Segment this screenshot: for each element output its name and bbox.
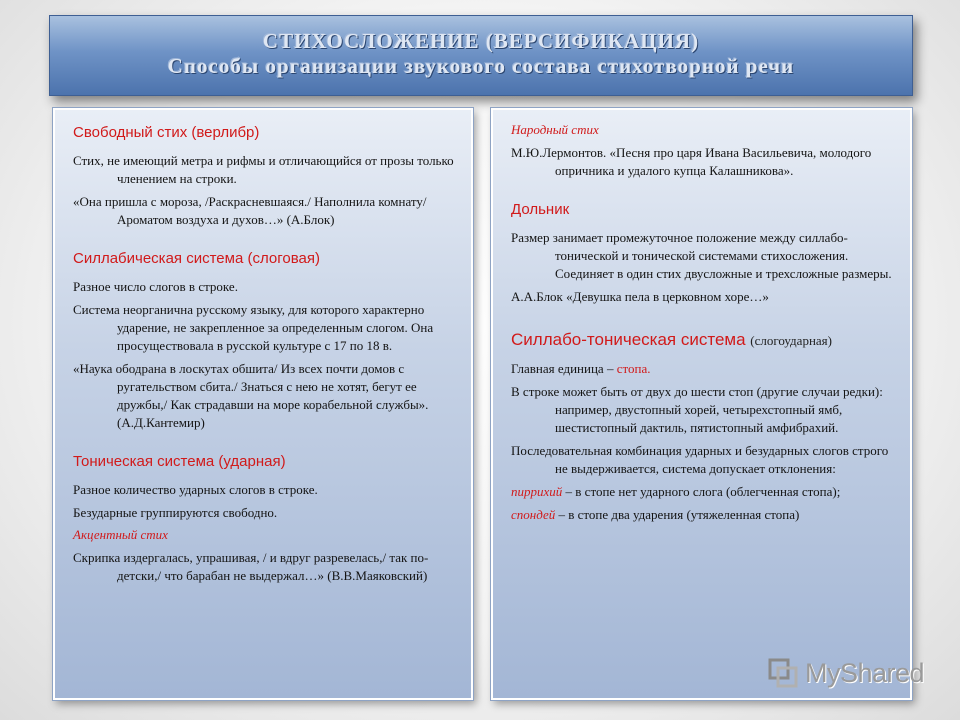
left-panel [53, 108, 473, 700]
text-blok-quote: «Она пришла с мороза, /Раскрасневшаяся./ Наполнила комнату/ Ароматом воздуха и духов…» (А.Блок) [73, 194, 427, 227]
text-mayakovsky-quote: Скрипка издергалась, упрашивая, / и вдруг разревелась,/ так по-детски,/ что барабан не выдержал…» (В.В.Маяковский) [73, 550, 429, 583]
myshared-watermark[interactable] [767, 655, 927, 691]
text-free-verse-def: Стих, не имеющий метра и рифмы и отличающийся от прозы только членением на строки. [73, 153, 454, 186]
text-kantemir-quote: «Наука ободрана в лоскутах обшита/ Из всех почти домов с ругательством сбита./ Знаться с нею не хотят, бегут ее дружбы,/ Как страдавши на море корабельной службы». (А.Д.Кантемир) [73, 361, 429, 430]
text-pyrrhic-def: – в стопе нет ударного слога (облегченная стопа); [562, 484, 841, 499]
text-main-unit-a: Главная единица – [511, 361, 617, 376]
text-blok-example: А.А.Блок «Девушка пела в церковном хоре…» [511, 289, 769, 304]
text-syllabic-1: Разное число слогов в строке. [73, 279, 238, 294]
watermark-text: MyShared [805, 657, 925, 688]
heading-dolnik: Дольник [511, 201, 570, 218]
slide-title-banner [49, 15, 913, 96]
heading-syllabo-tonic [511, 331, 898, 350]
heading-syllabo-tonic-title: Силлабо-тоническая система [511, 330, 746, 349]
heading-syllabo-tonic-sub: (слогоударная) [750, 333, 832, 348]
text-dolnik-def: Размер занимает промежуточное положение между силлабо-тонической и тонической системами стихосложения. Соединяет в один стих двусложные и трехсложные размеры. [511, 230, 892, 281]
term-pyrrhic: пиррихий [511, 484, 563, 499]
term-spondee: спондей [511, 507, 556, 522]
slide-subtitle: Способы организации звукового состава стихотворной речи [167, 54, 795, 78]
heading-free-verse: Свободный стих (верлибр) [73, 124, 260, 141]
text-feet-count: В строке может быть от двух до шести стоп (другие случаи редки): например, двустопный хорей, четырехстопный ямб, шестистопный дактиль, пятистопный амфибрахий. [511, 384, 883, 435]
slide-title: СТИХОСЛОЖЕНИЕ (ВЕРСИФИКАЦИЯ) [262, 29, 700, 53]
heading-accent-verse: Акцентный стих [73, 527, 168, 542]
text-tonic-1: Разное количество ударных слогов в строке. [73, 482, 318, 497]
text-spondee [511, 506, 898, 524]
text-tonic-2: Безударные группируются свободно. [73, 505, 278, 520]
text-main-unit [511, 360, 898, 378]
heading-syllabic: Силлабическая система (слоговая) [73, 250, 320, 267]
text-syllabic-2: Система неорганична русскому языку, для которого характерно ударение, не закрепленное за определенным слогом. Она просуществовала в русской культуре с 17 по 18 в. [73, 302, 434, 353]
text-main-unit-term: стопа. [616, 361, 651, 376]
text-deviations: Последовательная комбинация ударных и безударных слогов строго не выдерживается, система допускает отклонения: [511, 443, 889, 476]
heading-folk-verse: Народный стих [511, 122, 599, 137]
heading-tonic: Тоническая система (ударная) [73, 453, 286, 470]
text-lermontov-example: М.Ю.Лермонтов. «Песня про царя Ивана Васильевича, молодого опричника и удалого купца Калашникова». [511, 145, 872, 178]
right-panel [491, 108, 912, 700]
text-spondee-def: – в стопе два ударения (утяжеленная стопа) [555, 507, 800, 522]
myshared-logo-icon [767, 657, 799, 689]
text-pyrrhic [511, 483, 898, 501]
